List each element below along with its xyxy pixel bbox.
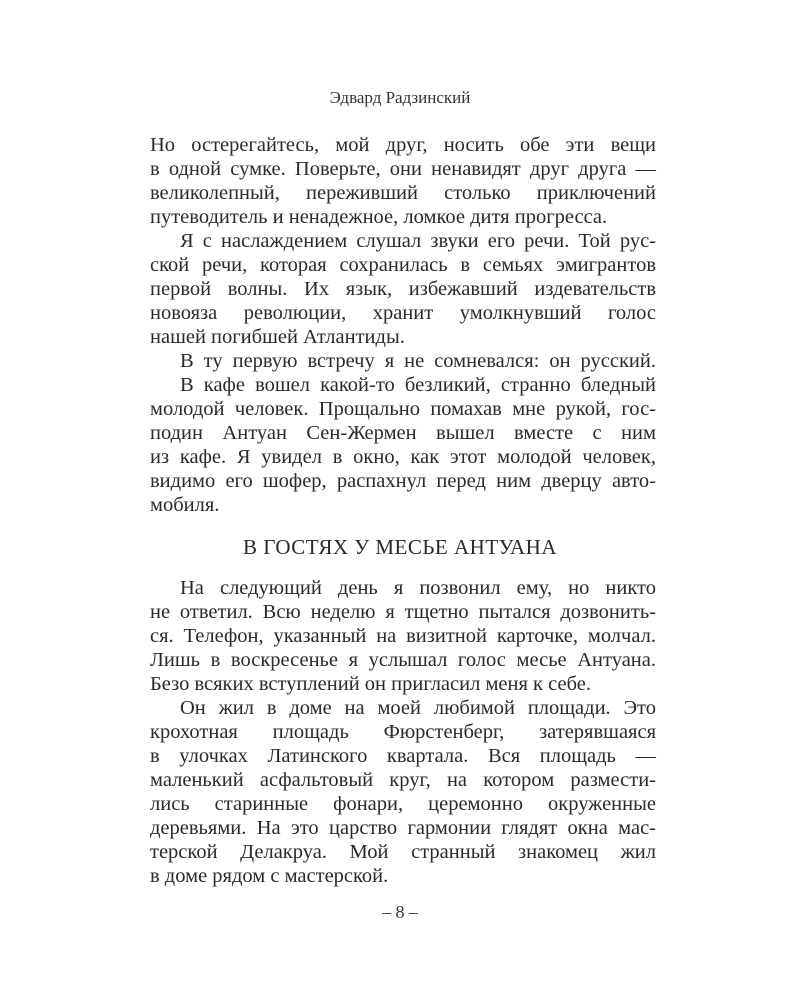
- text-line: первой волны. Их язык, избежавший издевательств: [150, 278, 656, 300]
- text-line: маленький асфальтовый круг, на котором размести-: [150, 769, 656, 791]
- text-line: путеводитель и ненадежное, ломкое дитя прогресса.: [150, 206, 608, 228]
- text-line: в улочках Латинского квартала. Вся площадь —: [150, 745, 656, 767]
- text-line: в одной сумке. Поверьте, они ненавидят друг друга —: [150, 158, 656, 180]
- text-line: Но остерегайтесь, мой друг, носить обе эти вещи: [150, 134, 656, 156]
- text-line: видимо его шофер, распахнул перед ним дверцу авто-: [150, 470, 656, 492]
- text-line: На следующий день я позвонил ему, но никто: [180, 577, 656, 599]
- text-line: не ответил. Всю неделю я тщетно пытался дозвонить-: [150, 601, 656, 623]
- text-line: ской речи, которая сохранилась в семьях эмигрантов: [150, 254, 656, 276]
- text-line: Я с наслаждением слушал звуки его речи. Той рус-: [180, 230, 656, 252]
- text-line: великолепный, переживший столько приключений: [150, 182, 656, 204]
- body-text-section-1: [150, 133, 656, 517]
- text-line: В кафе вошел какой-то безликий, странно бледный: [180, 374, 656, 396]
- text-line: крохотная площадь Фюрстенберг, затерявшаяся: [150, 721, 656, 743]
- text-line: из кафе. Я увидел в окно, как этот молодой человек,: [150, 446, 656, 468]
- body-text-section-2: [150, 576, 656, 888]
- text-line: молодой человек. Прощально помахав мне рукой, гос-: [150, 398, 656, 420]
- text-line: Безо всяких вступлений он пригласил меня к себе.: [150, 673, 591, 695]
- text-line: Лишь в воскресенье я услышал голос месье Антуана.: [150, 649, 656, 671]
- text-line: терской Делакруа. Мой странный знакомец жил: [150, 841, 656, 863]
- running-head-author: Эдвард Радзинский: [329, 88, 471, 107]
- text-line: Он жил в доме на моей любимой площади. Это: [180, 697, 656, 719]
- text-line: мобиля.: [150, 494, 220, 516]
- text-line: подин Антуан Сен-Жермен вышел вместе с ним: [150, 422, 656, 444]
- text-line: нашей погибшей Атлантиды.: [150, 326, 405, 348]
- chapter-title: В ГОСТЯХ У МЕСЬЕ АНТУАНА: [242, 535, 558, 559]
- text-line: лись старинные фонари, церемонно окруженные: [150, 793, 656, 815]
- text-line: в доме рядом с мастерской.: [150, 865, 389, 887]
- text-line: ся. Телефон, указанный на визитной карточке, молчал.: [150, 625, 656, 647]
- page-number: – 8 –: [382, 902, 418, 922]
- text-line: В ту первую встречу я не сомневался: он русский.: [180, 350, 656, 372]
- text-line: деревьями. На это царство гармонии глядят окна мас-: [150, 817, 656, 839]
- text-line: новояза революции, хранит умолкнувший голос: [150, 302, 656, 324]
